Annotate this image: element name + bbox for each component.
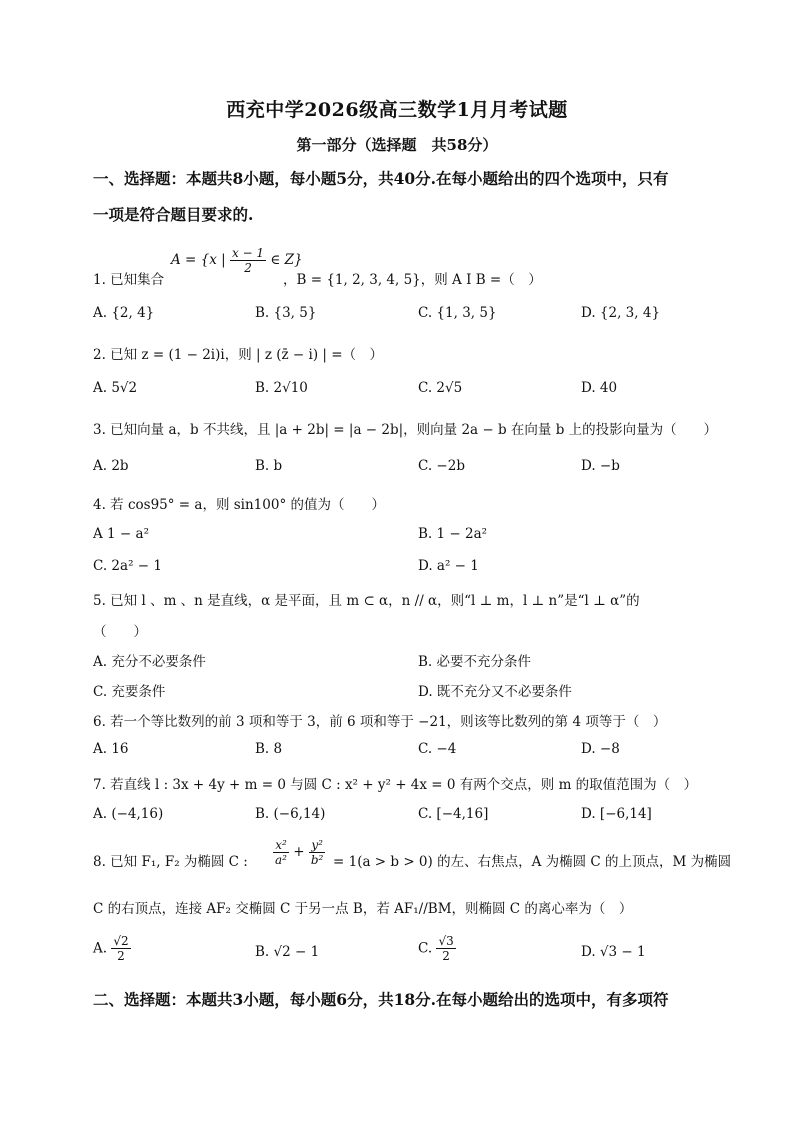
question-2: 2. 已知 z = (1 − 2i)i，则 | z (z̄ − i) | =（ ）: [93, 347, 384, 363]
question-8-line1: 8. 已知 F₁, F₂ 为椭圆 C : $\frac{\text{x²}}{\text{a²}}$ + $\frac{\text{y²}}{\text{b²}}$ = 1(a > b > 0) 的左、右焦点，A 为椭圆 C 的上顶点，M 为椭圆: [93, 838, 732, 870]
option-a: A 1 − a²: [93, 526, 149, 542]
option-a: A. (−4,16): [93, 806, 164, 822]
option-d: D. 40: [581, 380, 618, 396]
option-b: B. {3, 5}: [255, 305, 317, 321]
option-d: D. −8: [581, 741, 620, 757]
exam-title: 西充中学2026级高三数学1月月考试题: [226, 99, 568, 121]
question-8-line2: C 的右顶点，连接 AF₂ 交椭圆 C 于另一点 B，若 AF₁//BM，则椭圆 C 的离心率为（ ）: [93, 901, 633, 917]
option-c: C. {1, 3, 5}: [418, 305, 497, 321]
question-5-options-row1: [93, 650, 713, 672]
question-3-options: [93, 458, 713, 480]
option-a: A. {2, 4}: [93, 305, 155, 321]
option-c: C. [−4,16]: [418, 806, 489, 822]
question-1-stem-rest: ，B = {1, 2, 3, 4, 5}，则 A I B =（ ）: [283, 272, 542, 288]
option-b: B. 2√10: [255, 380, 308, 396]
option-c: C. 充要条件: [93, 684, 166, 700]
option-b: B. 1 − 2a²: [418, 526, 488, 542]
question-4-options-row1: [93, 526, 713, 548]
section-2-instructions-line1: 二、选择题：本题共3小题，每小题6分，共18分.在每小题给出的选项中，有多项符: [93, 990, 669, 1009]
question-8-options: [93, 934, 713, 974]
option-c: C. 2√5: [418, 380, 463, 396]
option-b: B. 必要不充分条件: [418, 654, 532, 670]
option-b: B. 8: [255, 741, 283, 757]
question-1-stem: 1. 已知集合: [93, 272, 165, 288]
option-c: C. 2a² − 1: [93, 558, 162, 574]
question-4: 4. 若 cos95° = a，则 sin100° 的值为（ ）: [93, 497, 385, 513]
set-a-fraction: $\frac{x - 1}{2}$: [231, 246, 265, 275]
option-b: B. b: [255, 458, 283, 474]
question-1-options: [93, 305, 713, 327]
option-a: A. 2b: [93, 458, 129, 474]
question-7: 7. 若直线 l : 3x + 4y + m = 0 与圆 C : x² + y² + 4x = 0 有两个交点，则 m 的取值范围为（ ）: [93, 777, 698, 793]
option-a: A. 16: [93, 741, 129, 757]
option-d: D. a² − 1: [418, 558, 479, 574]
option-d: D. [−6,14]: [581, 806, 652, 822]
option-d: D. {2, 3, 4}: [581, 305, 661, 321]
question-4-options-row2: [93, 558, 713, 580]
question-3: 3. 已知向量 a，b 不共线，且 |a + 2b| = |a − 2b|，则向量 2a − b 在向量 b 上的投影向量为（ ）: [93, 422, 718, 438]
set-a-expression: A = {x | $\frac{x - 1}{2}$ ∈ Z}: [171, 246, 303, 275]
option-c: C. $\frac{√3}{2}$: [418, 934, 454, 963]
option-c: C. −4: [418, 741, 457, 757]
option-a: A. 充分不必要条件: [93, 654, 206, 670]
ellipse-equation: $\frac{\text{x²}}{\text{a²}}$ + $\frac{\text{y²}}{\text{b²}}$: [275, 838, 324, 867]
question-6-options: [93, 741, 713, 763]
option-d: D. √3 − 1: [581, 944, 646, 960]
part-heading: 第一部分（选择题 共58分）: [296, 136, 498, 154]
option-a: A. $\frac{√2}{2}$: [93, 934, 129, 963]
question-6: 6. 若一个等比数列的前 3 项和等于 3，前 6 项和等于 −21，则该等比数列的第 4 项等于（ ）: [93, 714, 667, 730]
question-2-options: [93, 380, 713, 402]
option-d: D. 既不充分又不必要条件: [418, 684, 572, 700]
section-1-instructions-line1: 一、选择题：本题共8小题，每小题5分，共40分.在每小题给出的四个选项中，只有: [93, 169, 669, 188]
question-1: [93, 244, 713, 288]
option-c: C. −2b: [418, 458, 465, 474]
section-1-instructions-line2: 一项是符合题目要求的.: [93, 205, 254, 224]
question-5-options-row2: [93, 680, 713, 702]
question-5-line1: 5. 已知 l 、m 、n 是直线，α 是平面，且 m ⊂ α，n // α，则“l ⊥ m，l ⊥ n”是“l ⊥ α”的: [93, 593, 640, 609]
option-d: D. −b: [581, 458, 620, 474]
option-b: B. √2 − 1: [255, 944, 320, 960]
question-7-options: [93, 806, 713, 828]
option-a: A. 5√2: [93, 380, 138, 396]
question-5-line2: （ ）: [93, 624, 147, 640]
option-b: B. (−6,14): [255, 806, 326, 822]
